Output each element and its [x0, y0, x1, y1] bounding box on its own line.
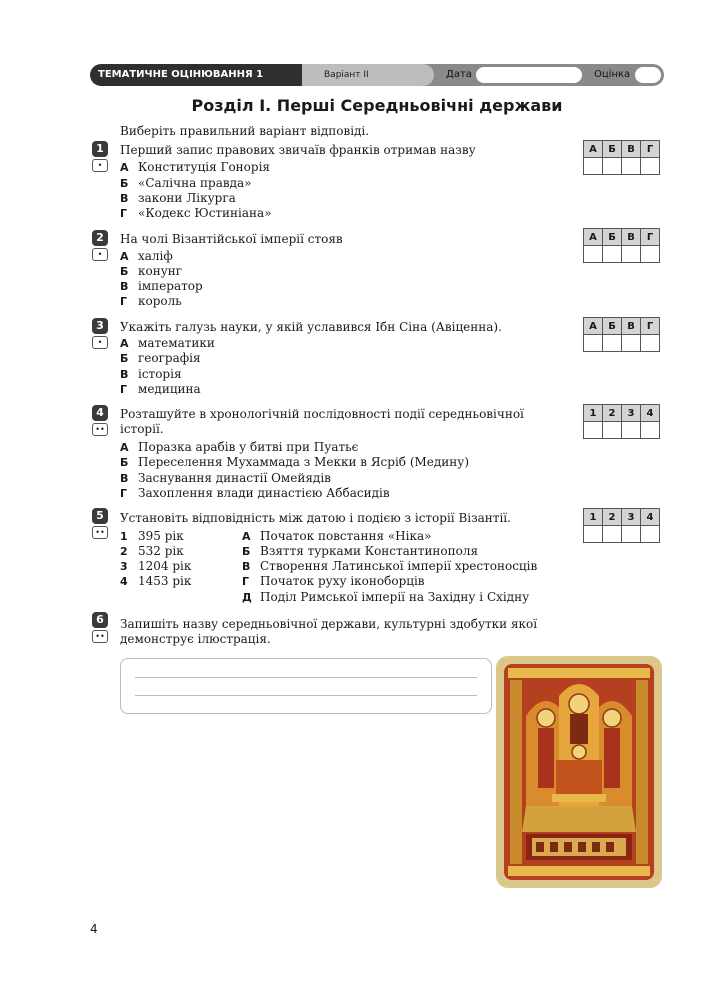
- answer-grid: [583, 508, 660, 543]
- option-text: географія: [138, 351, 201, 365]
- event-item: [242, 574, 425, 589]
- grid-cell[interactable]: [622, 422, 641, 439]
- option-text: імператор: [138, 279, 203, 293]
- grid-cell[interactable]: [603, 422, 622, 439]
- option[interactable]: [120, 351, 201, 366]
- option[interactable]: [120, 336, 215, 351]
- byzantine-icon-illustration: [496, 656, 662, 888]
- question-points: •: [92, 336, 108, 349]
- option-text: математики: [138, 336, 215, 350]
- grid-cell[interactable]: [622, 335, 641, 352]
- option-text: «Салічна правда»: [138, 176, 252, 190]
- grid-header: 2: [603, 509, 622, 526]
- question-points: ••: [92, 423, 108, 436]
- grid-header: Г: [641, 318, 660, 335]
- date-field[interactable]: [476, 67, 582, 83]
- question-number: 5: [92, 508, 108, 524]
- option[interactable]: [120, 176, 252, 191]
- date-text: 1204 рік: [138, 559, 192, 573]
- page-number: 4: [90, 922, 98, 936]
- answer-grid: [583, 404, 660, 439]
- date-item: [120, 544, 184, 559]
- grid-cell[interactable]: [641, 246, 660, 263]
- option[interactable]: [120, 294, 182, 309]
- grid-cell[interactable]: [603, 526, 622, 543]
- grid-header: В: [622, 141, 641, 158]
- option-text: Заснування династії Омейядів: [138, 471, 331, 485]
- grid-header: В: [622, 318, 641, 335]
- option-letter: А: [120, 161, 129, 174]
- question-text: Перший запис правових звичаїв франків отримав назву: [120, 143, 476, 157]
- illustration-graphic: [496, 656, 662, 888]
- instruction: Виберіть правильний варіант відповіді.: [120, 124, 370, 138]
- option-letter: А: [120, 250, 129, 263]
- answer-line: [135, 677, 477, 678]
- option[interactable]: [120, 249, 173, 264]
- option[interactable]: [120, 160, 270, 175]
- grid-cell[interactable]: [584, 422, 603, 439]
- option-text: король: [138, 294, 182, 308]
- option[interactable]: [120, 279, 203, 294]
- option-letter: А: [120, 441, 129, 454]
- question-text: Установіть відповідність між датою і подією з історії Візантії.: [120, 511, 511, 525]
- event-text: Взяття турками Константинополя: [260, 544, 479, 558]
- grade-field[interactable]: [635, 67, 661, 83]
- date-text: 532 рік: [138, 544, 184, 558]
- grid-header: Б: [603, 229, 622, 246]
- header-title: ТЕМАТИЧНЕ ОЦІНЮВАННЯ 1: [90, 64, 302, 86]
- event-letter: А: [242, 530, 251, 543]
- grid-cell[interactable]: [603, 158, 622, 175]
- option-text: «Кодекс Юстиніана»: [138, 206, 272, 220]
- question-number: 4: [92, 405, 108, 421]
- option-letter: В: [120, 472, 129, 485]
- grid-cell[interactable]: [622, 158, 641, 175]
- event-text: Початок повстання «Ніка»: [260, 529, 432, 543]
- date-number: 3: [120, 560, 128, 573]
- date-item: [120, 574, 191, 589]
- question-number: 2: [92, 230, 108, 246]
- grid-header: Г: [641, 229, 660, 246]
- option-letter: Б: [120, 352, 129, 365]
- grid-cell[interactable]: [603, 335, 622, 352]
- grid-header: 3: [622, 405, 641, 422]
- grid-header: 4: [641, 405, 660, 422]
- date-item: [120, 559, 191, 574]
- grid-cell[interactable]: [603, 246, 622, 263]
- event-item: [242, 544, 478, 559]
- option-letter: В: [120, 368, 129, 381]
- answer-line: [135, 695, 477, 696]
- option-letter: В: [120, 192, 129, 205]
- option-text: Переселення Мухаммада з Мекки в Ясріб (Медину): [138, 455, 470, 469]
- option-letter: А: [120, 337, 129, 350]
- grid-header: А: [584, 141, 603, 158]
- option[interactable]: [120, 471, 331, 486]
- question-number: 3: [92, 318, 108, 334]
- header-variant: Варіант ІІ: [302, 64, 434, 86]
- question-points: ••: [92, 630, 108, 643]
- option-text: Захоплення влади династією Аббасидів: [138, 486, 390, 500]
- date-item: [120, 529, 184, 544]
- grade-label: Оцінка: [594, 69, 631, 80]
- grid-header: Б: [603, 318, 622, 335]
- grid-header: 3: [622, 509, 641, 526]
- event-text: Створення Латинської імперії хрестоносців: [260, 559, 538, 573]
- question-points: •: [92, 159, 108, 172]
- question-number: 6: [92, 612, 108, 628]
- question-text: Укажіть галузь науки, у якій уславився Ібн Сіна (Авіценна).: [120, 320, 502, 334]
- event-letter: Д: [242, 591, 252, 604]
- grid-cell[interactable]: [622, 246, 641, 263]
- option[interactable]: [120, 455, 469, 470]
- option-letter: В: [120, 280, 129, 293]
- option[interactable]: [120, 367, 182, 382]
- option-letter: Б: [120, 456, 129, 469]
- grid-cell[interactable]: [584, 158, 603, 175]
- grid-cell[interactable]: [622, 526, 641, 543]
- option[interactable]: [120, 191, 236, 206]
- date-number: 2: [120, 545, 128, 558]
- date-number: 4: [120, 575, 128, 588]
- answer-field[interactable]: [120, 658, 492, 714]
- grid-header: Г: [641, 141, 660, 158]
- event-letter: В: [242, 560, 251, 573]
- event-item: [242, 529, 431, 544]
- grid-header: 2: [603, 405, 622, 422]
- date-text: 1453 рік: [138, 574, 192, 588]
- event-letter: Б: [242, 545, 251, 558]
- question-points: ••: [92, 526, 108, 539]
- question-points: •: [92, 248, 108, 261]
- option-text: конунг: [138, 264, 183, 278]
- grid-header: 1: [584, 405, 603, 422]
- answer-grid: [583, 228, 660, 263]
- option[interactable]: [120, 206, 272, 221]
- answer-grid: [583, 140, 660, 175]
- event-letter: Г: [242, 575, 250, 588]
- option-letter: Б: [120, 177, 129, 190]
- option[interactable]: [120, 486, 390, 501]
- grid-cell[interactable]: [641, 158, 660, 175]
- option[interactable]: [120, 382, 201, 397]
- option-text: халіф: [138, 249, 173, 263]
- option-letter: Г: [120, 207, 128, 220]
- section-title: Розділ І. Перші Середньовічні держави: [191, 96, 563, 115]
- answer-grid: [583, 317, 660, 352]
- grid-cell[interactable]: [641, 335, 660, 352]
- grid-cell[interactable]: [584, 335, 603, 352]
- grid-header: А: [584, 229, 603, 246]
- grid-cell[interactable]: [584, 246, 603, 263]
- header-bar: [90, 64, 664, 86]
- question-number: 1: [92, 141, 108, 157]
- option[interactable]: [120, 440, 358, 455]
- date-number: 1: [120, 530, 128, 543]
- option-letter: Б: [120, 265, 129, 278]
- grid-header: 1: [584, 509, 603, 526]
- option-text: історія: [138, 367, 182, 381]
- grid-header: А: [584, 318, 603, 335]
- option-letter: Г: [120, 487, 128, 500]
- option-text: медицина: [138, 382, 201, 396]
- option-text: Поразка арабів у битві при Пуатьє: [138, 440, 359, 454]
- option-text: Конституція Гонорія: [138, 160, 270, 174]
- option-letter: Г: [120, 383, 128, 396]
- event-text: Початок руху іконоборців: [260, 574, 425, 588]
- question-text: Розташуйте в хронологічній послідовності події середньовічної історії.: [120, 407, 524, 436]
- question-text: Запишіть назву середньовічної держави, культурні здобутки якої демонструє ілюстрація.: [120, 617, 538, 646]
- grid-header: 4: [641, 509, 660, 526]
- option-text: закони Лікурга: [138, 191, 236, 205]
- date-text: 395 рік: [138, 529, 184, 543]
- question-text: На чолі Візантійської імперії стояв: [120, 232, 343, 246]
- option[interactable]: [120, 264, 182, 279]
- event-item: [242, 590, 529, 605]
- grid-cell[interactable]: [584, 526, 603, 543]
- event-text: Поділ Римської імперії на Західну і Східну: [260, 590, 530, 604]
- grid-header: Б: [603, 141, 622, 158]
- grid-header: В: [622, 229, 641, 246]
- date-label: Дата: [446, 69, 472, 80]
- option-letter: Г: [120, 295, 128, 308]
- grid-cell[interactable]: [641, 422, 660, 439]
- event-item: [242, 559, 537, 574]
- grid-cell[interactable]: [641, 526, 660, 543]
